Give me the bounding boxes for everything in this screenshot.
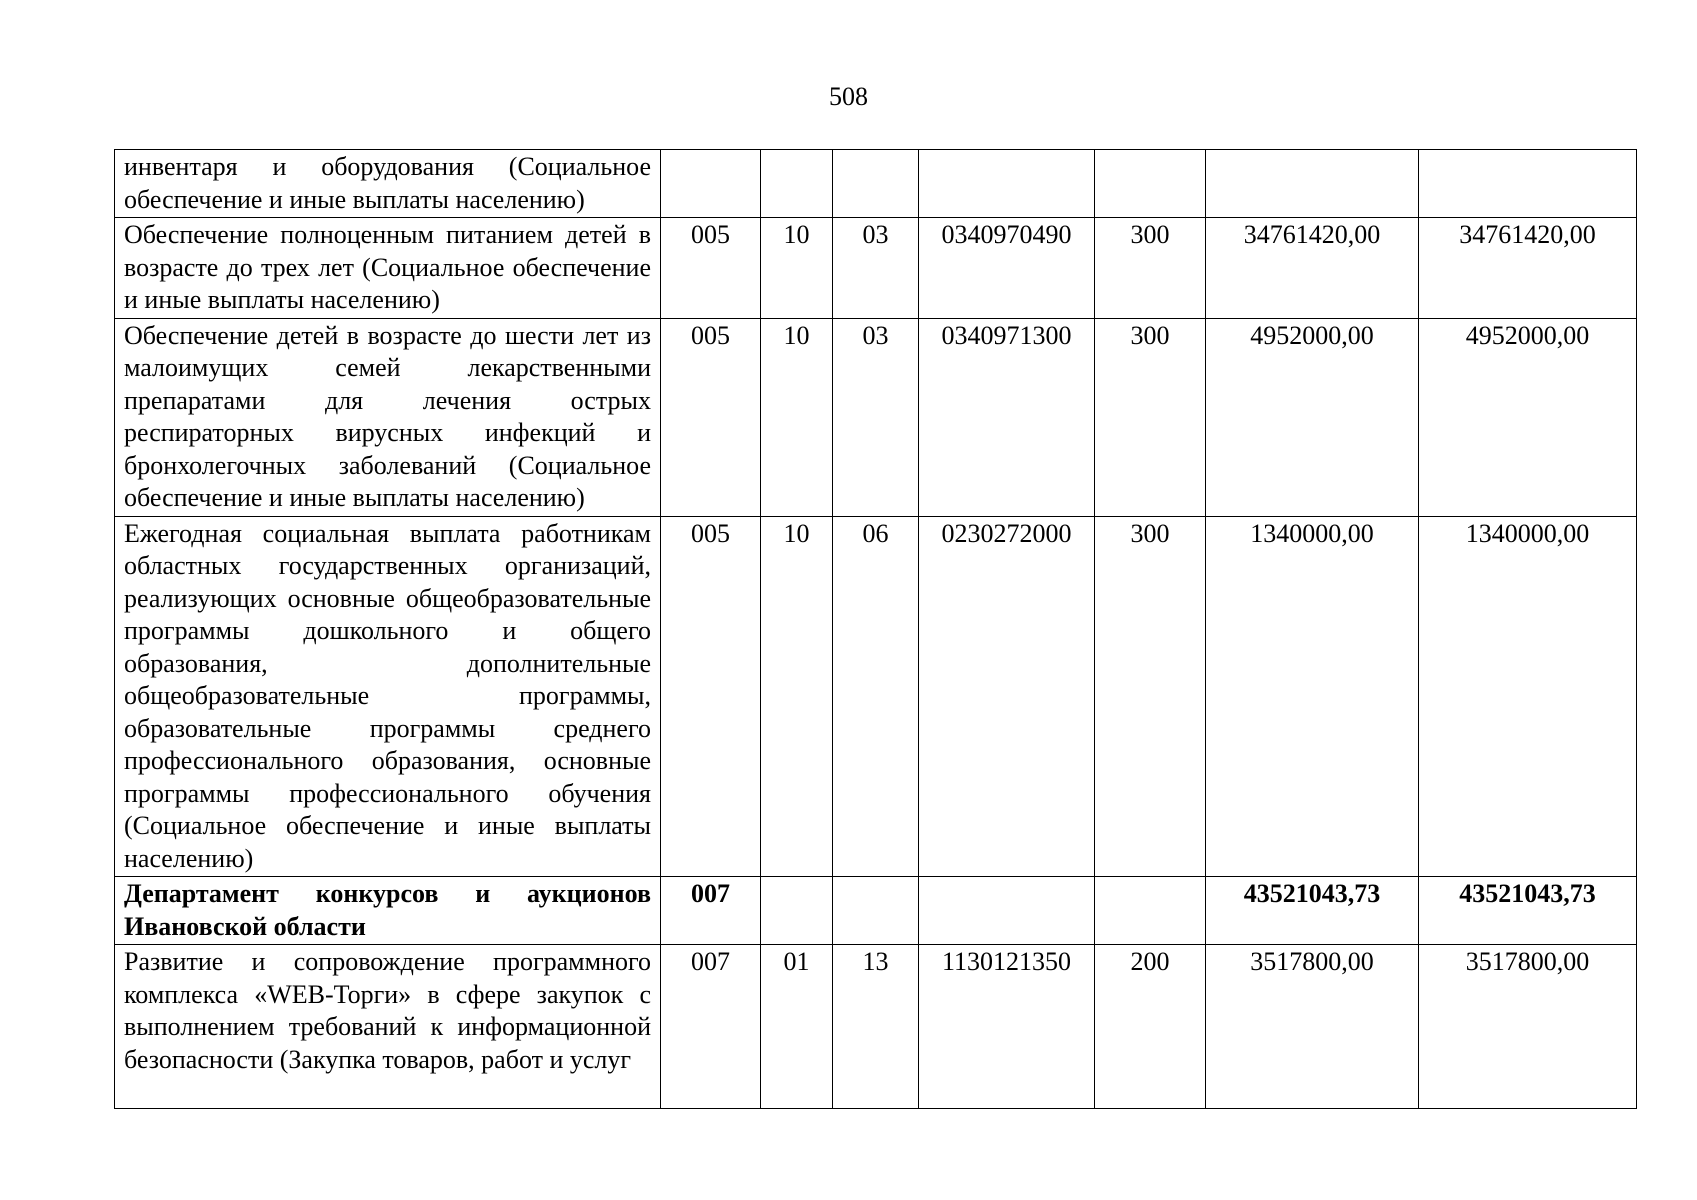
- row-description: Обеспечение полноценным питанием детей в возрасте до трех лет (Социальное обеспечение и иные выплаты населению): [115, 218, 661, 319]
- table-row: [115, 318, 1637, 516]
- section-code: 10: [761, 218, 833, 319]
- expense-type-code: 300: [1095, 218, 1206, 319]
- ministry-code: 005: [661, 516, 761, 877]
- table-row: [115, 150, 1637, 218]
- subsection-code: 03: [833, 318, 919, 516]
- budget-table: [114, 149, 1637, 1109]
- target-article-code: [919, 150, 1095, 218]
- section-code: 01: [761, 945, 833, 1109]
- target-article-code: 0340971300: [919, 318, 1095, 516]
- target-article-code: 1130121350: [919, 945, 1095, 1109]
- page-number: 508: [829, 82, 868, 111]
- subsection-code: [833, 877, 919, 945]
- sum-column-1: 34761420,00: [1206, 218, 1419, 319]
- target-article-code: 0230272000: [919, 516, 1095, 877]
- section-code: [761, 877, 833, 945]
- table-row: [115, 945, 1637, 1109]
- subsection-code: 03: [833, 218, 919, 319]
- table-row: [115, 516, 1637, 877]
- row-description: Департамент конкурсов и аукционов Ивановской области: [115, 877, 661, 945]
- target-article-code: [919, 877, 1095, 945]
- subsection-code: [833, 150, 919, 218]
- expense-type-code: [1095, 877, 1206, 945]
- sum-column-2: 1340000,00: [1419, 516, 1637, 877]
- sum-column-1: [1206, 150, 1419, 218]
- sum-column-1: 43521043,73: [1206, 877, 1419, 945]
- ministry-code: 005: [661, 218, 761, 319]
- sum-column-2: 3517800,00: [1419, 945, 1637, 1109]
- expense-type-code: 300: [1095, 318, 1206, 516]
- table-row-department: [115, 877, 1637, 945]
- sum-column-2: 43521043,73: [1419, 877, 1637, 945]
- expense-type-code: 300: [1095, 516, 1206, 877]
- expense-type-code: 200: [1095, 945, 1206, 1109]
- table-body: [115, 150, 1637, 1109]
- sum-column-1: 3517800,00: [1206, 945, 1419, 1109]
- sum-column-2: 4952000,00: [1419, 318, 1637, 516]
- table-row: [115, 218, 1637, 319]
- row-description: инвентаря и оборудования (Социальное обеспечение и иные выплаты населению): [115, 150, 661, 218]
- ministry-code: 005: [661, 318, 761, 516]
- subsection-code: 06: [833, 516, 919, 877]
- section-code: 10: [761, 516, 833, 877]
- ministry-code: 007: [661, 945, 761, 1109]
- sum-column-2: 34761420,00: [1419, 218, 1637, 319]
- target-article-code: 0340970490: [919, 218, 1095, 319]
- row-description: Обеспечение детей в возрасте до шести лет из малоимущих семей лекарственными препаратами для лечения острых респираторных вирусных инфекций и бронхолегочных заболеваний (Социальное обеспечение и иные выплаты населению): [115, 318, 661, 516]
- row-description: Ежегодная социальная выплата работникам областных государственных организаций, реализующих основные общеобразовательные программы дошкольного и общего образования, дополнительные общеобразовательные программы, образовательные программы среднего профессионального образования, основные программы профессионального обучения (Социальное обеспечение и иные выплаты населению): [115, 516, 661, 877]
- ministry-code: 007: [661, 877, 761, 945]
- sum-column-1: 4952000,00: [1206, 318, 1419, 516]
- ministry-code: [661, 150, 761, 218]
- expense-type-code: [1095, 150, 1206, 218]
- subsection-code: 13: [833, 945, 919, 1109]
- row-description: Развитие и сопровождение программного комплекса «WEB-Торги» в сфере закупок с выполнением требований к информационной безопасности (Закупка товаров, работ и услуг: [115, 945, 661, 1109]
- sum-column-2: [1419, 150, 1637, 218]
- sum-column-1: 1340000,00: [1206, 516, 1419, 877]
- section-code: 10: [761, 318, 833, 516]
- section-code: [761, 150, 833, 218]
